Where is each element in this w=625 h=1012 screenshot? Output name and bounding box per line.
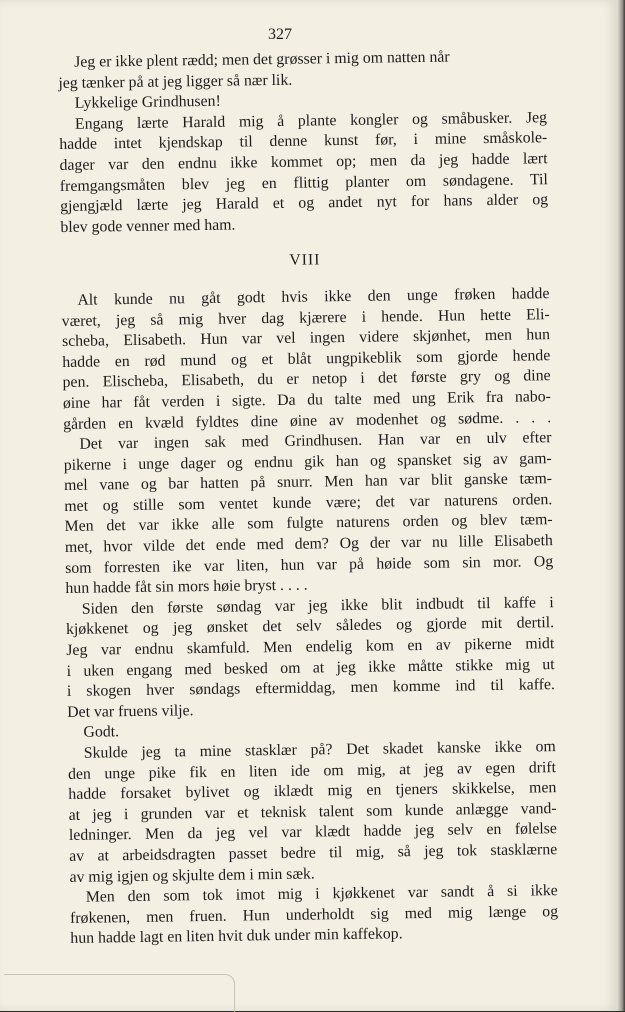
text-line: gården en kvæld fyldtes dine øine av modenhet og sødme. . . .: [63, 408, 552, 433]
text-line: Jeg var endnu skamfuld. Men endelig kom en av pikerne midt: [66, 635, 555, 659]
text-line: Jeg er ikke plent rædd; men det grøsser i mig om natten når: [74, 48, 450, 71]
text-line: hadde en rød mund og et blåt ungpikeblik som gjorde hende: [62, 346, 551, 371]
text-line: den unge pike fik en liten ide om mig, at jeg av egen drift: [67, 758, 557, 783]
text-line: været, jeg så mig hver dag kjærere i hende. Hun hette Eli-: [61, 305, 550, 330]
text-line: Det var fruens vilje.: [67, 701, 194, 721]
text-line: met, hvor vilde det ende med dem? Og der var nu lille Elisabeth: [64, 532, 553, 557]
text-line: Siden den første søndag var jeg ikke blit indbudt til kaffe i: [81, 593, 554, 618]
text-line: hun hadde lagt en liten hvit duk under min kaffekop.: [70, 925, 403, 948]
text-line: mel vane og bar hatten på snurr. Men han var blit ganske tæm-: [63, 470, 553, 495]
text-line: Lykkelige Grindhusen!: [74, 92, 221, 112]
text-line: som forresten ike var liten, hun var på høide som sin mor. Og: [65, 552, 554, 577]
book-spine: [618, 0, 625, 1011]
text-line: dager var den endnu ikke kommet op; men da jeg hadde lært: [59, 150, 548, 174]
text-line: scheba, Elisabeth. Hun var vel ingen videre skjønhet, men hun: [61, 326, 551, 351]
chapter-heading: VIII: [289, 251, 321, 270]
text-line: fremgangsmåten blev jeg en flittig planter om søndagene. Til: [59, 170, 548, 195]
text-line: blev gode venner med ham.: [60, 216, 236, 236]
text-line: Engang lærte Harald mig å plante kongler og småbusker. Jeg: [74, 108, 548, 133]
text-line: Godt.: [83, 723, 120, 742]
text-line: Men det var ikke alle som fulgte naturens orden og blev tæm-: [64, 511, 553, 536]
text-line: kjøkkenet og jeg ønsket det selv således og gjorde mit dertil.: [65, 614, 555, 639]
text-line: ledninger. Men da jeg vel var klædt hadde jeg selv en følelse: [68, 820, 558, 845]
text-line: øine har fåt verden i sigte. Da du talte med ung Erik fra nabo-: [62, 388, 551, 412]
text-line: i uken engang med besked om at jeg ikke måtte stikke mig ut: [66, 655, 555, 680]
text-line: met og stille som ventet kunde være; det var naturens orden.: [64, 491, 553, 515]
text-line: Men den som tok imot mig i kjøkkenet var sandt å si ikke: [85, 882, 558, 906]
text-line: frøkenen, men fruen. Hun underholdt sig med mig længe og: [69, 902, 559, 927]
text-line: pikerne i unge dager og endnu gik han og spansket sig av gam-: [63, 449, 552, 474]
text-line: hadde forsaket bylivet og iklædt mig en tjeners skikkelse, men: [68, 779, 557, 804]
text-line: hadde intet kjendskap til denne kunst før, i mine småskole-: [59, 129, 548, 154]
text-line: Skulde jeg ta mine stasklær på? Det skadet kanske ikke om: [83, 738, 556, 762]
text-line: jeg tænker på at jeg ligger så nær lik.: [58, 71, 293, 92]
text-line: Det var ingen sak med Grindhusen. Han var en ulv efter: [79, 429, 552, 453]
text-line: at jeg i grunden var et teknisk talent som kunde anlægge vand-: [68, 799, 557, 824]
text-line: Alt kunde nu gåt godt hvis ikke den unge frøken hadde: [77, 285, 550, 309]
page-number: 327: [268, 26, 292, 43]
text-line: gjengjæld lærte jeg Harald et og andet nyt for hans alder og: [60, 191, 549, 216]
page-edge-mark: [4, 974, 235, 1012]
text-line: av at arbeidsdragten passet bedre til mig, så jeg tok stasklærne: [69, 841, 558, 865]
text-line: i skogen hver søndags eftermiddag, men komme ind til kaffe.: [66, 676, 555, 701]
text-line: av mig igjen og skjulte dem i min sæk.: [69, 865, 315, 886]
text-line: hun hadde fåt sin mors høie bryst . . . .: [65, 576, 308, 598]
text-line: pen. Elischeba, Elisabeth, du er netop i det første gry og dine: [62, 367, 551, 392]
page-body: [58, 46, 558, 950]
